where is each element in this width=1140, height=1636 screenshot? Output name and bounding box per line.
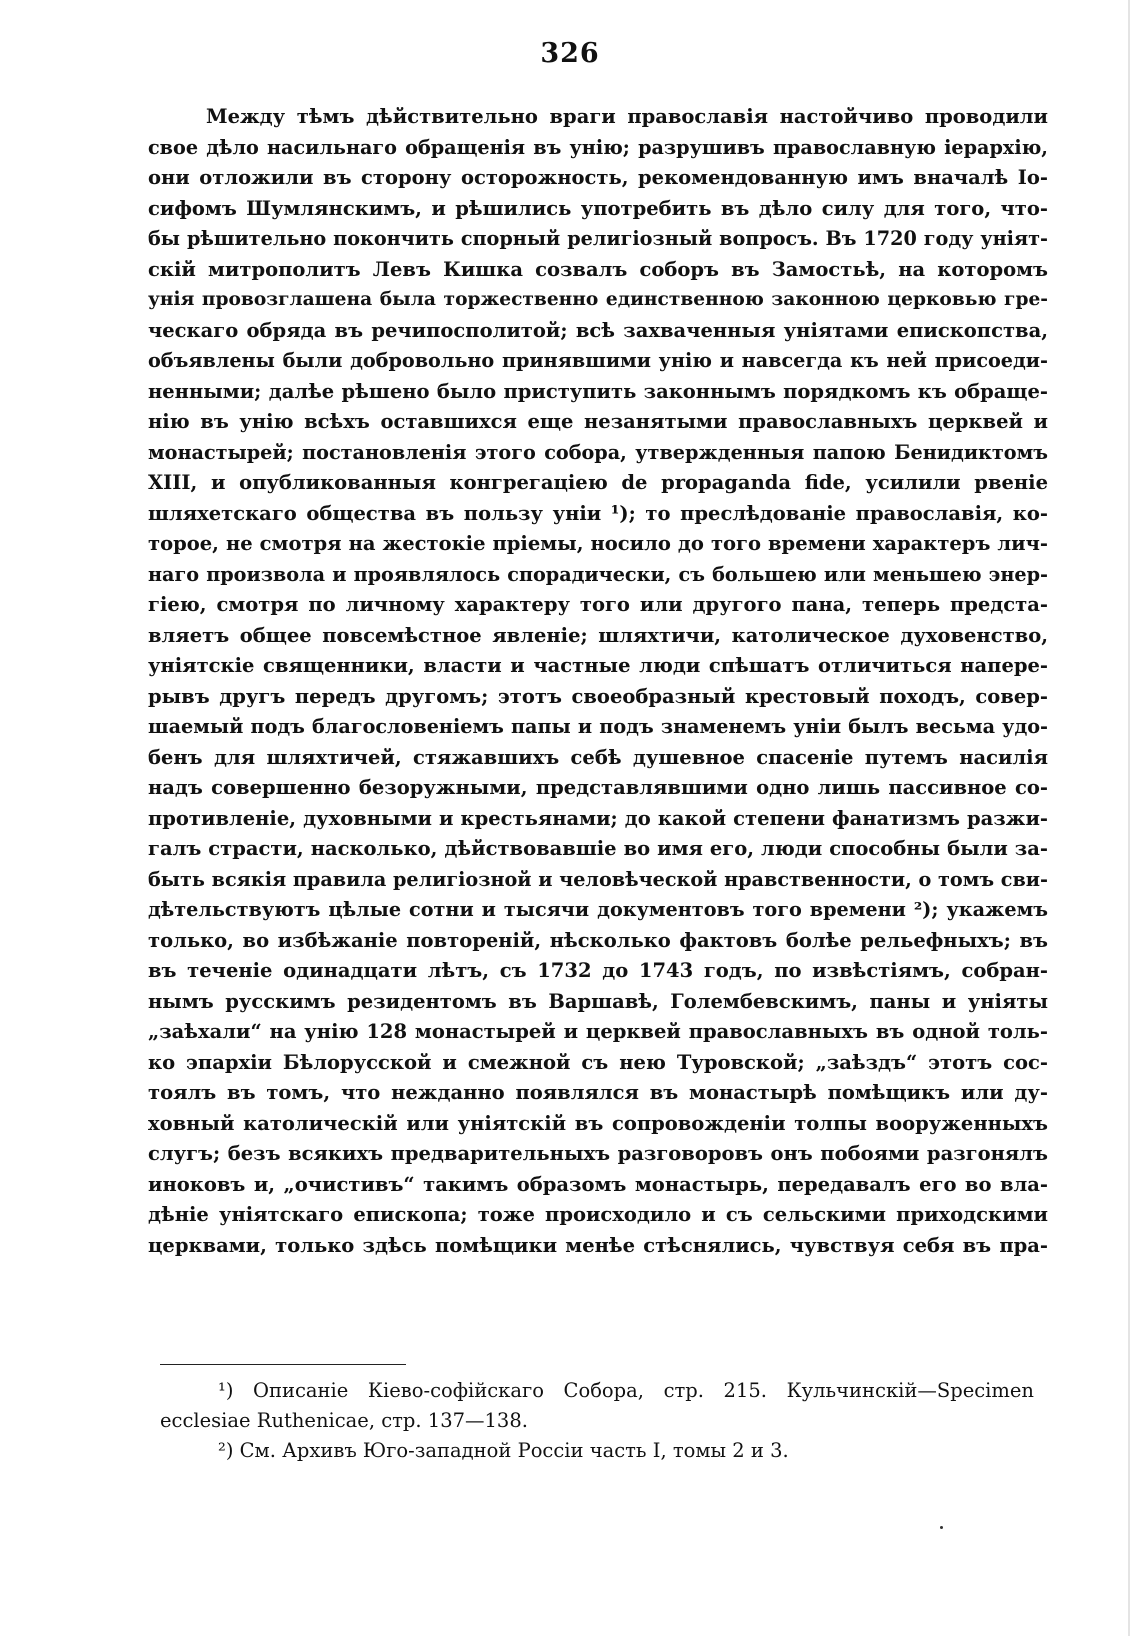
text-line: дѣтельствуютъ цѣлые сотни и тысячи документовъ того времени ²); укажемъ — [148, 898, 1048, 921]
text-line: нію въ унію всѣхъ оставшихся еще незанятыми православныхъ церквей и — [148, 410, 1048, 433]
text-line: XIII, и опубликованныя конгрегаціею de propaganda fide, усилили рвеніе — [148, 471, 1048, 494]
page-number: 326 — [540, 38, 600, 69]
text-line: церквами, только здѣсь помѣщики менѣе стѣснялись, чувствуя себя въ пра- — [148, 1233, 1048, 1257]
text-line: ненными; далѣе рѣшено было приступить законнымъ порядкомъ къ обраще- — [148, 379, 1048, 403]
footnote-1-line-2: ecclesiae Ruthenicae, стр. 137—138. — [160, 1409, 528, 1432]
text-line: ческаго обряда въ речипосполитой; всѣ захваченныя уніятами епископства, — [148, 318, 1048, 342]
text-line: шаемый подъ благословеніемъ папы и подъ знаменемъ уніи былъ весьма удо- — [148, 715, 1048, 738]
text-line: унія провозглашена была торжественно единственною законною церковью гре- — [148, 289, 1048, 310]
main-text — [148, 102, 1048, 1261]
text-line: быть всякія правила религіозной и человѣческой нравственности, о томъ сви- — [148, 867, 1048, 891]
text-line: „заѣхали“ на унію 128 монастырей и церквей православныхъ въ одной толь- — [148, 1020, 1048, 1043]
text-line: объявлены были добровольно принявшими унію и навсегда къ ней присоеди- — [148, 349, 1048, 372]
print-speck — [940, 1526, 943, 1529]
text-line: галъ страсти, насколько, дѣйствовавшіе во имя его, люди способны были за- — [148, 837, 1048, 860]
text-line: противленіе, духовными и крестьянами; до какой степени фанатизмъ разжи- — [148, 806, 1048, 830]
footnote-1-line-1: ¹) Описаніе Кіево-софійскаго Собора, стр. 215. Кульчинскій—Specimen — [218, 1379, 1034, 1402]
text-line: рывъ другъ передъ другомъ; этотъ своеобразный крестовый походъ, совер- — [148, 684, 1048, 708]
page-edge — [1128, 0, 1130, 1636]
text-line: вляетъ общее повсемѣстное явленіе; шляхтичи, католическое духовенство, — [148, 623, 1048, 647]
text-line: шляхетскаго общества въ пользу уніи ¹); то преслѣдованіе православія, ко- — [148, 501, 1048, 525]
text-line: бы рѣшительно покончить спорный религіозный вопросъ. Въ 1720 году уніят- — [148, 227, 1048, 250]
text-line: скій митрополитъ Левъ Кишка созвалъ соборъ въ Замостьѣ, на которомъ — [148, 257, 1048, 281]
text-line: они отложили въ сторону осторожность, рекомендованную имъ вначалѣ Іо- — [148, 166, 1048, 189]
text-line: наго произвола и проявлялось спорадически, съ большею или меньшею энер- — [148, 562, 1048, 586]
text-line: бенъ для шляхтичей, стяжавшихъ себѣ душевное спасеніе путемъ насилія — [148, 745, 1048, 769]
text-line: гіею, смотря по личному характеру того или другого пана, теперь предста- — [148, 593, 1048, 616]
text-line: свое дѣло насильнаго обращенія въ унію; разрушивъ православную іерархію, — [148, 135, 1048, 159]
text-line: только, во избѣжаніе повтореній, нѣсколько фактовъ болѣе рельефныхъ; въ — [148, 928, 1048, 952]
text-line: Между тѣмъ дѣйствительно враги православія настойчиво проводили — [206, 105, 1048, 128]
text-line: иноковъ и, „очистивъ“ такимъ образомъ монастырь, передавалъ его во вла- — [148, 1172, 1048, 1196]
footnote-separator — [160, 1364, 406, 1365]
text-line: дѣніе уніятскаго епископа; тоже происходило и съ сельскими приходскими — [148, 1203, 1048, 1226]
text-line: сифомъ Шумлянскимъ, и рѣшились употребить въ дѣло силу для того, что- — [148, 196, 1048, 220]
text-line: уніятскіе священники, власти и частные люди спѣшатъ отличиться напере- — [148, 654, 1048, 677]
text-line: ховный католическій или уніятскій въ сопровожденіи толпы вооруженныхъ — [148, 1111, 1048, 1135]
footnote-2-line-1: ²) См. Архивъ Юго-западной Россіи часть I, томы 2 и 3. — [218, 1439, 789, 1462]
text-line: нымъ русскимъ резидентомъ въ Варшавѣ, Голембевскимъ, паны и уніяты — [148, 989, 1048, 1013]
text-line: слугъ; безъ всякихъ предварительныхъ разговоровъ онъ побоями разгонялъ — [148, 1142, 1048, 1165]
text-line: ко эпархіи Бѣлорусской и смежной съ нею Туровской; „заѣздъ“ этотъ сос- — [148, 1050, 1048, 1074]
footnotes — [160, 1376, 1034, 1466]
text-line: тоялъ въ томъ, что нежданно появлялся въ монастырѣ помѣщикъ или ду- — [148, 1081, 1048, 1104]
text-line: монастырей; постановленія этого собора, утвержденныя папою Бенидиктомъ — [148, 440, 1048, 464]
text-line: торое, не смотря на жестокіе пріемы, носило до того времени характеръ лич- — [148, 532, 1048, 555]
text-line: въ теченіе одинадцати лѣтъ, съ 1732 до 1743 годъ, по извѣстіямъ, собран- — [148, 959, 1048, 982]
text-line: надъ совершенно безоружными, представлявшими одно лишь пассивное со- — [148, 776, 1048, 799]
